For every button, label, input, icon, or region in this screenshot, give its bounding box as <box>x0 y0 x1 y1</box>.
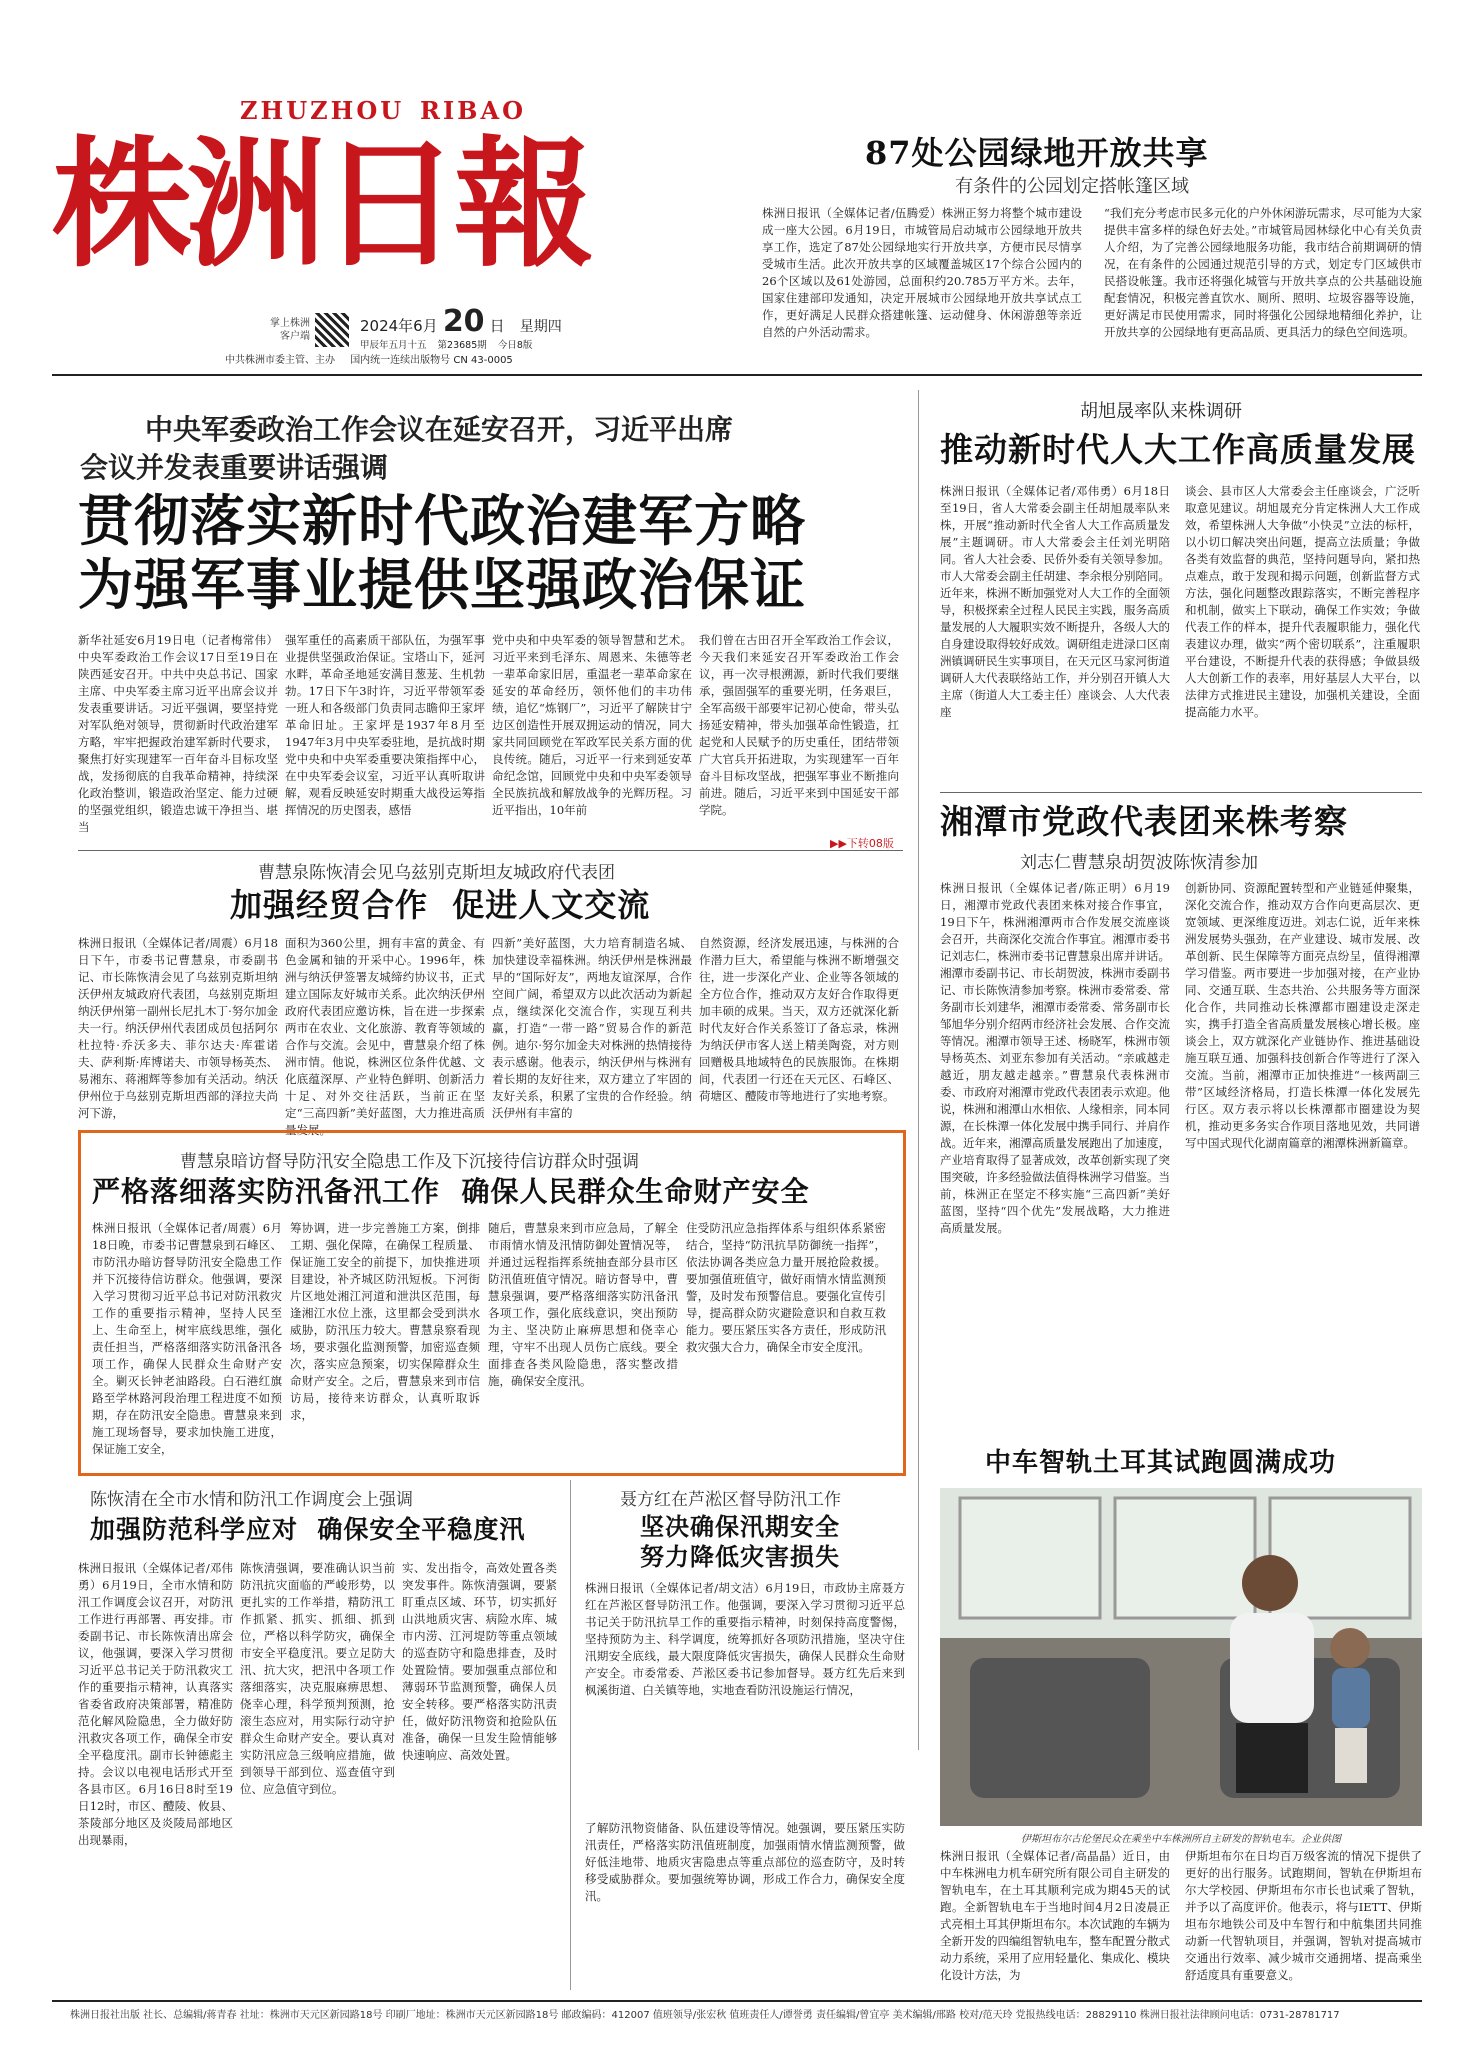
xiangtan-col-2: 创新协同、资源配置转型和产业链延伸聚集，深化交流合作，推动双方合作向更高层次、更宽领域、更深维度迈进。刘志仁说，近年来株洲发展势头强劲，在产业建设、城市发展、改革创新、民生保障等方面亮点纷呈，值得湘潭学习借鉴。两市要进一步加强对接，在产业协同、交通互联、生态共治、公共服务等方面深化合作，共同推动长株潭都市圈建设走深走实，携手打造全省高质量发展核心增长极。座谈会上，双方就深化产业链协作、推进基础设施互联互通、加强科技创新合作等进行了深入交流。当前，湘潭市正加快推进“一核两副三带”区域经济格局，打造长株潭一体化发展先行区。双方表示将以长株潭都市圈建设为契机，推动更多务实合作项目落地见效，共同谱写中国式现代化湖南篇章的湘潭株洲新篇章。 <box>1185 881 1420 1150</box>
flood-headline: 严格落细落实防汛备汛工作 确保人民群众生命财产安全 <box>92 1175 810 1208</box>
flood-col-1: 株洲日报讯（全媒体记者/周震）6月18日晚，市委书记曹慧泉到石峰区、市防汛办暗访督导防汛安全隐患工作并下沉接待信访群众。他强调，要深入学习贯彻习近平总书记对防汛救灾工作的重要指示精神，坚持人民至上、生命至上，树牢底线思维，强化责任担当，严格落细落实防汛备汛各项工作，确保人民群众生命财产安全。剿灭长钟老油路段。白石港红旗路至学林路河段治理工程进度不如预期，存在防汛安全隐患。曹慧泉来到施工现场督导，要求加快施工进度，保证施工安全， <box>92 1221 282 1456</box>
train-photo <box>940 1488 1422 1826</box>
xia-col-2: 了解防汛物资储备、队伍建设等情况。她强调，要压紧压实防汛责任，严格落实防汛值班制度，加强雨情水情监测预警，做好低洼地带、地质灾害隐患点等重点部位的巡查防守，及时转移受威胁群众。要加强统筹协调，形成工作合力，确保安全度汛。 <box>585 1821 905 1903</box>
publisher-line <box>225 351 513 366</box>
top-story-subtitle: 有条件的公园划定搭帐篷区域 <box>955 176 1189 197</box>
lead-jump[interactable]: ▶▶下转08版 <box>830 837 894 850</box>
lead-kicker-1: 中央军委政治工作会议在延安召开，习近平出席 <box>145 413 734 446</box>
divider-under-masthead <box>52 374 1422 376</box>
qr-label <box>270 317 310 343</box>
czech-kicker: 曹慧泉陈恢清会见乌兹别克斯坦友城政府代表团 <box>258 863 615 883</box>
masthead-logo: 株洲日報 <box>52 123 589 287</box>
czech-headline: 加强经贸合作 促进人文交流 <box>230 886 651 924</box>
xiangtan-headline: 湘潭市党政代表团来株考察 <box>940 802 1348 841</box>
chen-col-1: 株洲日报讯（全媒体记者/邓伟勇）6月19日，全市水情和防汛工作调度会议召开，对防汛工作进行再部署、再安排。市委副书记、市长陈恢清出席会议，他强调，要深入学习贯彻习近平总书记关于防汛救灾工作的重要指示精神，认真落实省委省政府决策部署，精准防范化解风险隐患，全力做好防汛救灾各项工作，确保全市安全平稳度汛。副市长钟德彪主持。会议以电视电话形式开至各县市区。6月16日8时至19日12时，市区、醴陵、攸县、茶陵部分地区及炎陵局部地区出现暴雨， <box>78 1561 233 1847</box>
weekday: 星期四 <box>519 319 562 335</box>
train-caption: 伊斯坦布尔古伦堡民众在乘坐中车株洲所自主研发的智轨电车。企业供图 <box>1021 1834 1341 1845</box>
flood-col-4: 住受防汛应急指挥体系与组织体系紧密结合，坚持“防汛抗旱防御统一指挥”，依法协调各类应急力量开展抢险救援。要加强值班值守，做好雨情水情监测预警，及时发布预警信息。要强化宣传引导，提高群众防灾避险意识和自救互救能力。要压紧压实各方责任，形成防汛救灾强大合力，确保全市安全度汛。 <box>686 1221 886 1354</box>
train-col-2: 伊斯坦布尔在日均百万级客流的情况下提供了更好的出行服务。试跑期间，智轨在伊斯坦布尔大学校园、伊斯坦布尔市长也试乘了智轨，并予以了高度评价。他表示，将与IETT、伊斯坦布尔地铁公司及中车智行和中航集团共同推动新一代智轨项目，并强调，智轨对提高城市交通出行效率、减少城市交通拥堵、提高乘坐舒适度具有重要意义。 <box>1185 1849 1422 1982</box>
lunar-date: 甲辰年五月十五 <box>360 340 427 351</box>
czech-col-3: 四新”美好蓝图，大力培育制造名城、加快建设幸福株洲。纳沃伊州是株洲最早的“国际好友”，两地友谊深厚，合作空间广阔，希望双方以此次活动为新起点，继续深化交流合作，实现互利共赢，打造“一带一路”贸易合作的新范例。迪尔·努尔加金夫对株洲的热情接待表示感谢。他表示，纳沃伊州与株洲有着长期的友好往来，双方建立了牢固的友好关系，积累了宝贵的合作经验。纳沃伊州有丰富的 <box>492 936 692 1120</box>
cn-number: 国内统一连续出版物号 CN 43-0005 <box>350 355 513 366</box>
hu-col-2: 谈会、县市区人大常委会主任座谈会，广泛听取意见建议。胡旭晟充分肯定株洲人大工作成效，希望株洲人大争做“小快灵”立法的标杆，以小切口解决突出问题，提高立法质量；争做各类有效监督的典范，坚持问题导向，紧扣热点难点，敢于发现和揭示问题，创新监督方式方法，强化问题整改跟踪落实，不断完善程序和机制，做实上下联动，确保工作实效；争做代表工作的样本，提升代表履职能力，强化代表建议办理，做实“两个密切联系”，注重履职平台建设，不断提升代表的获得感；争做县级人大创新工作的表率，用好基层人大平台，以法律方式推进民主建设，加强机关建设，全面提高能力水平。 <box>1185 484 1420 719</box>
hu-kicker: 胡旭晟率队来株调研 <box>1080 401 1242 422</box>
divider-vertical-right <box>918 390 919 1750</box>
xia-headline-2: 努力降低灾害损失 <box>640 1542 840 1571</box>
qr-label-2: 客户端 <box>280 331 310 342</box>
flood-col-2: 筹协调，进一步完善施工方案，倒排工期、强化保障，在确保工程质量、保证施工安全的前提下，加快推进项目建设，补齐城区防汛短板。下河街片区地处湘江河道和泄洪区范围，每逢湘江水位上涨，这里都会受到洪水威胁，防汛压力较大。曹慧泉察看现场，要求强化监测预警，加密巡查频次，落实应急预案，切实保障群众生命财产安全。之后，曹慧泉来到市信访局，接待来访群众，认真听取诉求， <box>290 1221 480 1422</box>
train-photo-illustration <box>940 1488 1422 1826</box>
footer-rule <box>52 2000 1422 2002</box>
divider-left-1 <box>78 850 903 851</box>
top-story-col-1: 株洲日报讯（全媒体记者/伍腾爱）株洲正努力将整个城市建设成一座大公园。6月19日，市城管局启动城市公园绿地开放共享工作，选定了87处公园绿地实行开放共享，方便市民尽情享受城市生活。此次开放共享的区域覆盖城区17个综合公园内的26个区域以及61处游园，总面积约20.785万平方米。去年，国家住建部印发通知，决定开展城市公园绿地开放共享试点工作，更好满足人民群众搭建帐篷、运动健身、休闲游憩等亲近自然的户外活动需求。 <box>762 206 1082 339</box>
xia-col-1: 株洲日报讯（全媒体记者/胡文洁）6月19日，市政协主席聂方红在芦淞区督导防汛工作。他强调，要深入学习贯彻习近平总书记关于防汛抗旱工作的重要指示精神，时刻保持高度警惕，坚持预防为主、科学调度，统筹抓好各项防汛措施，坚决守住汛期安全底线，最大限度降低灾害损失，确保人民群众生命财产安全。市委常委、芦淞区委书记参加督导。聂方红先后来到枫溪街道、白关镇等地，实地查看防汛设施运行情况， <box>585 1581 905 1697</box>
train-col-1: 株洲日报讯（全媒体记者/高晶晶）近日，由中车株洲电力机车研究所有限公司自主研发的智轨电车，在土耳其顺利完成为期45天的试跑。全新智轨电车于当地时间4月2日凌晨正式亮相土耳其伊斯坦布尔。本次试跑的车辆为全新开发的四编组智轨电车，整车配置分散式动力系统，采用了应用轻量化、集成化、模块化设计方法，为 <box>940 1849 1170 1982</box>
masthead-pinyin-left: ZHUZHOU <box>240 96 405 125</box>
lead-kicker-2: 会议并发表重要讲话强调 <box>80 451 389 484</box>
xiangtan-subhead: 刘志仁曹慧泉胡贺波陈恢清参加 <box>1020 853 1258 873</box>
sponsor: 中共株洲市委主管、主办 <box>225 355 335 366</box>
lead-col-3: 党中央和中央军委的领导智慧和艺术。习近平来到毛泽东、周恩来、朱德等老一辈革命家旧居，重温老一辈革命家在延安的革命经历，领怀他们的丰功伟绩，追忆“炼钢厂”，习近平了解陕甘宁边区创造性开展双拥运动的情况，同大家共同回顾党在军政军民关系方面的优良传统。随后，习近平一行来到延安革命纪念馆，回顾党中央和中央军委领导全民族抗战和解放战争的光辉历程。习近平指出，10年前 <box>492 633 692 817</box>
chen-headline: 加强防范科学应对 确保安全平稳度汛 <box>90 1515 526 1544</box>
issue-number: 第23685期 <box>437 340 487 351</box>
hu-headline: 推动新时代人大工作高质量发展 <box>940 430 1416 469</box>
czech-col-4: 自然资源，经济发展迅速，与株洲的合作潜力巨大，希望能与株洲不断增强交往，进一步深化产业、企业等各领域的全方位合作，推动双方友好合作取得更加丰硕的成果。当天，双方还就深化新时代友好合作关系签订了备忘录，株洲为纳沃伊市客人送上精美陶瓷，对方则回赠极具地域特色的民族服饰。在株期间，代表团一行还在天元区、石峰区、荷塘区、醴陵市等地进行了实地考察。 <box>699 936 899 1103</box>
lead-col-2: 强军重任的高素质干部队伍，为强军事业提供坚强政治保证。宝塔山下，延河水畔，革命圣地延安满目葱茏、生机勃勃。17日下午3时许，习近平带领军委一班人和各级部门负责同志瞻仰王家坪革命旧址。王家坪是1937年8月至1947年3月中央军委驻地，是抗战时期党中央和中央军委重要决策指挥中心，在中央军委会议室，习近平认真听取讲解，观看反映延安时期重大战役运筹指挥情况的历史图表，感悟 <box>285 633 485 817</box>
hu-col-1: 株洲日报讯（全媒体记者/邓伟勇）6月18日至19日，省人大常委会副主任胡旭晟率队来株，开展“推动新时代全省人大工作高质量发展”主题调研。市人大常委会主任刘光明陪同。省人大社会委、民侨外委有关领导参加。市人大常委会副主任胡建、李余根分别陪同。近年来，株洲不断加强党对人大工作的全面领导，积极探索全过程人民民主实践，服务高质量发展的人大履职实效不断提升，各级人大的自身建设取得较好成效。调研组走进渌口区南洲镇调研民生实事项目，在天元区马家河街道调研人大代表联络站工作，并分别召开镇人大主席（街道人大工委主任）座谈会、人大代表座 <box>940 484 1170 719</box>
xia-kicker: 聂方红在芦淞区督导防汛工作 <box>620 1490 841 1510</box>
xiangtan-col-1: 株洲日报讯（全媒体记者/陈正明）6月19日，湘潭市党政代表团来株对接合作事宜，19日下午，株洲湘潭两市合作发展交流座谈会召开，共商深化交流合作事宜。湘潭市委书记刘志仁，株洲市委书记曹慧泉出席并讲话。湘潭市委副书记、市长胡贺波，株洲市委副书记、市长陈恢清参加考察。株洲市委常委、常务副市长刘建华，湘潭市委常委、常务副市长邹旭华分别介绍两市经济社会发展、合作交流等情况。湘潭市领导王述、杨晓军，株洲市领导杨英杰、刘亚东参加有关活动。“亲戚越走越近，朋友越走越亲。”曹慧泉代表株洲市委、市政府对湘潭市党政代表团表示欢迎。他说，株洲和湘潭山水相依、人缘相亲，同本同源，在长株潭一体化发展中携手同行、并肩作战。近年来，湘潭高质量发展跑出了加速度，产业培育取得了显著成效，改革创新实现了突围突破，许多经验做法值得株洲学习借鉴。当前，株洲正在坚定不移实施“三高四新”美好蓝图，坚持“四个优先”发展战略，大力推进高质量发展。 <box>940 881 1170 1235</box>
date-suffix: 日 <box>489 317 505 335</box>
divider-right-1 <box>940 792 1422 793</box>
flood-kicker: 曹慧泉暗访督导防汛安全隐患工作及下沉接待信访群众时强调 <box>180 1152 639 1172</box>
date-day: 20 <box>442 304 485 339</box>
xia-headline-1: 坚决确保汛期安全 <box>640 1512 840 1541</box>
lead-col-1: 新华社延安6月19日电（记者梅常伟）中央军委政治工作会议17日至19日在陕西延安召开。中共中央总书记、国家主席、中央军委主席习近平出席会议并发表重要讲话。习近平强调，要坚持党对军队绝对领导，贯彻新时代政治建军方略，牢牢把握政治建军新时代要求，聚焦打好实现建军一百年奋斗目标攻坚战，发扬彻底的自我革命精神，持续深化政治整训，锻造政治坚定、能力过硬的坚强党组织，锻造忠诚干净担当、堪当 <box>78 633 278 834</box>
lead-col-4: 我们曾在古田召开全军政治工作会议，今天我们来延安召开军委政治工作会议，再一次寻根溯源，新时代我们要继承，强固强军的重要光明，任务艰巨，全军高级干部要牢记初心使命，带头弘扬延安精神，带头加强革命性锻造，扛起党和人民赋予的历史重任，团结带领广大官兵开拓进取，为实现建军一百年奋斗目标攻坚战，把强军事业不断推向前进。随后，习近平来到中国延安干部学院。 <box>699 633 899 817</box>
masthead-pinyin-right: RIBAO <box>420 96 526 125</box>
date-block <box>360 304 780 351</box>
flood-col-3: 随后，曹慧泉来到市应急局，了解全市雨情水情及汛情防御处置情况等，并通过远程指挥系统抽查部分县市区防汛值班值守情况。暗访督导中，曹慧泉强调，要严格落细落实防汛备汛各项工作，强化底线意识，突出预防为主、坚决防止麻痹思想和侥幸心理，守牢不出现人员伤亡底线。要全面排查各类风险隐患，落实整改措施，确保安全度汛。 <box>488 1221 678 1388</box>
footer-text: 株洲日报社出版 社长、总编辑/蒋青春 社址：株洲市天元区新园路18号 印刷厂地址：株洲市天元区新园路18号 邮政编码：412007 值班领导/张宏秋 值班责任人/谭誉勇 责任编辑/曾宜亭 美术编辑/邢路 校对/范天玲 党报热线电话：28829110 株洲日报社法律顾问电话：0731-28781717 <box>70 2010 1340 2021</box>
train-headline: 中车智轨土耳其试跑圆满成功 <box>985 1448 1337 1478</box>
date-year-month: 2024年6月 <box>360 317 438 335</box>
czech-col-2: 面积为360公里，拥有丰富的黄金、有色金属和铀的开采中心。1996年，株洲与纳沃伊签署友城缔约协议书，正式建立国际友好城市关系。此次纳沃伊州政府代表团应邀访株，旨在进一步探索两市在农业、文化旅游、教育等领域的合作与交流。会见中，曹慧泉介绍了株洲市情。他说，株洲区位条件优越、文化底蕴深厚、产业特色鲜明、创新活力十足、对外交往活跃，当前正在坚定“三高四新”美好蓝图，大力推进高质量发展。 <box>285 936 485 1137</box>
chen-col-2: 陈恢清强调，要准确认识当前防汛抗灾面临的严峻形势，以更扎实的工作举措，精防汛工作抓紧、抓实、抓细、抓到位，严格以科学防灾，确保全市安全平稳度汛。要立足防大汛、抗大灾，把汛中各项工作落细落实，决克服麻痹思想、侥幸心理，科学预判预测，抢滚生态应对，用实际行动守护群众生命财产安全。要认真对实防汛应急三级响应措施，做到领导干部到位、巡查值守到位、应急值守到位。 <box>240 1561 395 1796</box>
top-story-col-2: “我们充分考虑市民多元化的户外休闲游玩需求，尽可能为大家提供丰富多样的绿色好去处。”市城管局园林绿化中心有关负责人介绍，为了完善公园绿地服务功能，我市结合前期调研的情况，在有条件的公园通过规范引导的方式，划定专门区域供市民搭设帐篷。我市还将强化城管与开放共享点的公共基础设施配套情况，积极完善直饮水、厕所、照明、垃圾容器等设施，更好满足市民使用需求，同时将强化公园绿地精细化养护，让开放共享的公园绿地有更高品质、更具活力的绿色空间选项。 <box>1104 206 1422 339</box>
qr-label-1: 掌上株洲 <box>270 318 310 329</box>
qr-code <box>315 313 349 347</box>
chen-col-3: 实、发出指令，高效处置各类突发事件。陈恢清强调，要紧盯重点区域、环节，切实抓好山洪地质灾害、病险水库、城市内涝、江河堤防等重点领域的巡查防守和隐患排查，及时处置险情。要加强重点部位和薄弱环节监测预警，确保人员安全转移。要严格落实防汛责任，做好防汛物资和抢险队伍准备，确保一旦发生险情能够快速响应、高效处置。 <box>402 1561 557 1762</box>
top-story-title: 87处公园绿地开放共享 <box>865 134 1209 172</box>
lead-headline-2: 为强军事业提供坚强政治保证 <box>78 552 807 617</box>
czech-col-1: 株洲日报讯（全媒体记者/周震）6月18日下午，市委书记曹慧泉，市委副书记、市长陈恢清会见了乌兹别克斯坦纳沃伊州友城政府代表团，乌兹别克斯坦纳沃伊州第一副州长尼扎木丁·努尔加金夫一行。纳沃伊州代表团成员包括阿尔杜拉特·乔沃多夫、菲尔达夫·库霍诺夫、萨利斯·库博诺夫、市领导杨英杰、易湘东、蒋湘辉等参加有关活动。纳沃伊州位于乌兹别克斯坦西部的泽拉夫尚河下游， <box>78 936 278 1120</box>
divider-vertical-mid <box>570 1480 571 1990</box>
chen-kicker: 陈恢清在全市水情和防汛工作调度会上强调 <box>90 1490 413 1510</box>
page-count: 今日8版 <box>497 340 533 351</box>
lead-headline-1: 贯彻落实新时代政治建军方略 <box>78 488 807 553</box>
